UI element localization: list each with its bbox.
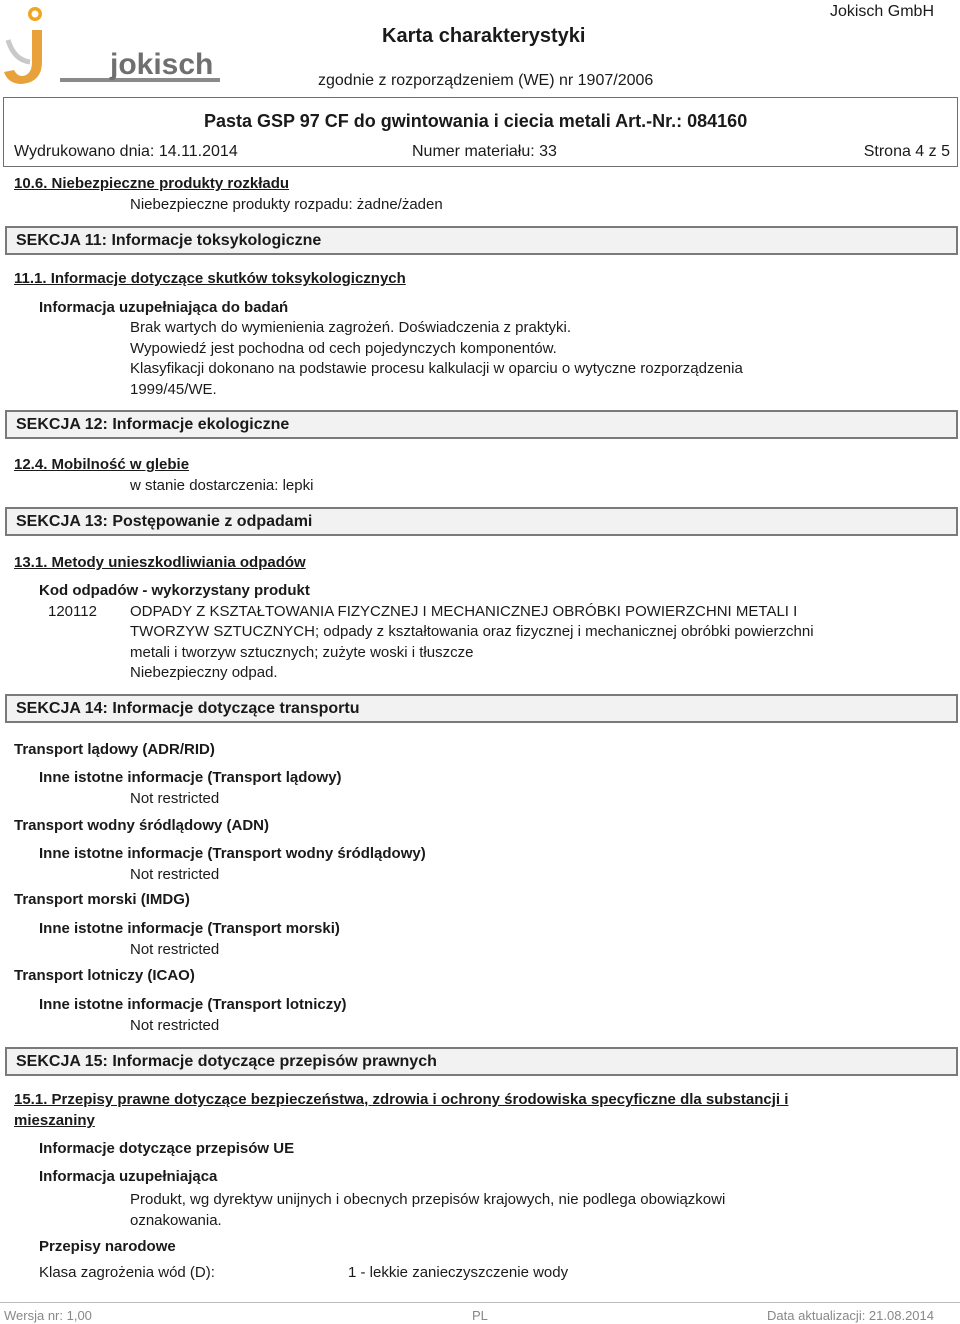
transport-land-title: Transport lądowy (ADR/RID) xyxy=(14,741,215,758)
footer-update-date: Data aktualizacji: 21.08.2014 xyxy=(767,1308,934,1323)
waste-description-line: ODPADY Z KSZTAŁTOWANIA FIZYCZNEJ I MECHANICZNEJ OBRÓBKI POWIERZCHNI METALI I xyxy=(130,603,798,620)
waste-description-line: metali i tworzyw sztucznych; zużyte woski i tłuszcze xyxy=(130,644,474,661)
toxicology-line: Wypowiedź jest pochodna od cech pojedynczych komponentów. xyxy=(130,340,557,357)
regulation-line: zgodnie z rozporządzeniem (WE) nr 1907/2006 xyxy=(318,72,654,89)
subsection-15-1-heading: 15.1. Przepisy prawne dotyczące bezpieczeństwa, zdrowia i ochrony środowiska specyficzne dla substancji i xyxy=(14,1091,789,1108)
transport-air-value: Not restricted xyxy=(130,1017,220,1034)
subsection-13-1-heading: 13.1. Metody unieszkodliwiania odpadów xyxy=(14,554,306,571)
supplementary-info-label: Informacja uzupełniająca do badań xyxy=(39,299,289,316)
print-date: Wydrukowano dnia: 14.11.2014 xyxy=(14,143,238,160)
eu-regulations-label: Informacje dotyczące przepisów UE xyxy=(39,1140,295,1157)
logo-wordmark: jokisch xyxy=(110,48,214,81)
company-logo xyxy=(0,0,225,95)
transport-sea-title: Transport morski (IMDG) xyxy=(14,891,190,908)
subsection-10-6-heading: 10.6. Niebezpieczne produkty rozkładu xyxy=(14,175,290,192)
subsection-12-4-heading: 12.4. Mobilność w glebie xyxy=(14,456,190,473)
transport-inland-water-value: Not restricted xyxy=(130,866,220,883)
toxicology-line: Brak wartych do wymienienia zagrożeń. Doświadczenia z praktyki. xyxy=(130,319,572,336)
toxicology-line: Klasyfikacji dokonano na podstawie procesu kalkulacji w oparciu o wytyczne rozporządzenia xyxy=(130,360,743,377)
waste-description-line: TWORZYW SZTUCZNYCH; odpady z kształtowania oraz fizycznej i mechanicznej obróbki powierzchni xyxy=(130,623,814,640)
transport-inland-water-label: Inne istotne informacje (Transport wodny śródlądowy) xyxy=(39,845,426,862)
transport-air-title: Transport lotniczy (ICAO) xyxy=(14,967,195,984)
section-12-bar: SEKCJA 12: Informacje ekologiczne xyxy=(5,410,958,439)
supplementary-info-label-15: Informacja uzupełniająca xyxy=(39,1168,218,1185)
transport-land-label: Inne istotne informacje (Transport lądowy) xyxy=(39,769,342,786)
transport-sea-value: Not restricted xyxy=(130,941,220,958)
section-15-bar: SEKCJA 15: Informacje dotyczące przepisów prawnych xyxy=(5,1047,958,1076)
labelling-line: oznakowania. xyxy=(130,1212,222,1229)
toxicology-line: 1999/45/WE. xyxy=(130,381,217,398)
section-13-bar: SEKCJA 13: Postępowanie z odpadami xyxy=(5,507,958,536)
document-title: Karta charakterystyki xyxy=(382,25,586,47)
decomposition-products-text: Niebezpieczne produkty rozpadu: żadne/żaden xyxy=(130,196,443,213)
material-number: Numer materiału: 33 xyxy=(412,143,557,160)
national-regulations-label: Przepisy narodowe xyxy=(39,1238,176,1255)
footer-language: PL xyxy=(472,1308,488,1323)
footer-version: Wersja nr: 1,00 xyxy=(4,1308,92,1323)
transport-air-label: Inne istotne informacje (Transport lotniczy) xyxy=(39,996,347,1013)
section-11-bar: SEKCJA 11: Informacje toksykologiczne xyxy=(5,226,958,255)
waste-code: 120112 xyxy=(48,603,97,620)
company-name: Jokisch GmbH xyxy=(829,3,934,20)
water-hazard-value: 1 - lekkie zanieczyszczenie wody xyxy=(348,1264,569,1281)
waste-description-line: Niebezpieczny odpad. xyxy=(130,664,278,681)
product-name: Pasta GSP 97 CF do gwintowania i ciecia metali Art.-Nr.: 084160 xyxy=(204,111,748,131)
subsection-15-1-heading-cont: mieszaniny xyxy=(14,1112,95,1129)
water-hazard-label: Klasa zagrożenia wód (D): xyxy=(39,1264,215,1281)
page-number: Strona 4 z 5 xyxy=(863,143,950,160)
labelling-line: Produkt, wg dyrektyw unijnych i obecnych przepisów krajowych, nie podlega obowiązkowi xyxy=(130,1191,726,1208)
transport-inland-water-title: Transport wodny śródlądowy (ADN) xyxy=(14,817,270,834)
waste-code-label: Kod odpadów - wykorzystany produkt xyxy=(39,582,310,599)
soil-mobility-text: w stanie dostarczenia: lepki xyxy=(130,477,314,494)
transport-sea-label: Inne istotne informacje (Transport morski) xyxy=(39,920,340,937)
footer-rule xyxy=(0,1302,960,1303)
section-14-bar: SEKCJA 14: Informacje dotyczące transportu xyxy=(5,694,958,723)
transport-land-value: Not restricted xyxy=(130,790,220,807)
subsection-11-1-heading: 11.1. Informacje dotyczące skutków toksykologicznych xyxy=(14,270,406,287)
